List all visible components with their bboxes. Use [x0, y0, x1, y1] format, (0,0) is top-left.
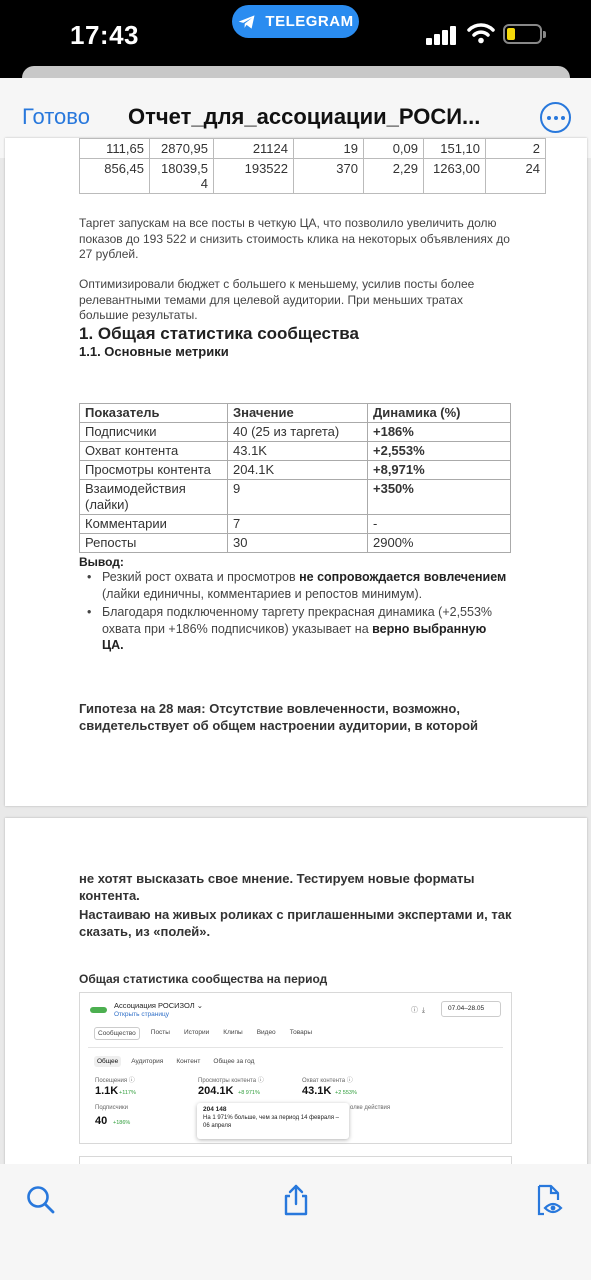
hypothesis-live-videos: Настаиваю на живых роликах с приглашенными экспертами и, так сказать, из «полей». — [79, 907, 512, 939]
table-cell: +186% — [368, 423, 511, 442]
hypothesis-text: Гипотеза на 28 мая: Отсутствие вовлеченности, возможно, свидетельствует об общем настроении аудитории, в которой — [79, 701, 479, 733]
subsection-heading: 1.1. Основные метрики — [79, 344, 229, 359]
table-cell: 43.1K — [228, 442, 368, 461]
table-cell: 204.1K — [228, 461, 368, 480]
community-stats-screenshot — [79, 992, 512, 1144]
community-name: Ассоциация РОСИЗОЛ ⌄ — [114, 1001, 204, 1010]
metric-label: Подписчики — [95, 1105, 129, 1111]
bullet-bold-text: не сопровождается вовлечением — [299, 570, 507, 584]
table-cell: 2 — [486, 139, 546, 159]
column-header: Значение — [228, 404, 368, 423]
battery-icon — [503, 24, 542, 44]
document-preview-icon[interactable] — [534, 1184, 564, 1216]
stats-caption: Общая статистика сообщества на период — [79, 972, 328, 986]
table-cell: Подписчики — [80, 423, 228, 442]
stats-tabs — [94, 1027, 315, 1040]
metric-label: Посещения ⓘ — [95, 1078, 135, 1084]
table-cell: 19 — [294, 139, 364, 159]
metrics-table — [79, 403, 511, 553]
table-header-row — [80, 404, 511, 423]
telegram-pill-label: TELEGRAM — [265, 13, 354, 30]
tab-stories: Истории — [183, 1029, 210, 1036]
status-time: 17:43 — [70, 20, 139, 50]
paragraph-targeting: Таргет запускам на все посты в четкую ЦА, что позволило увеличить долю показов до 193 522 и снизить стоимость клика на некоторых объявлениях до 27 рублей. — [79, 216, 510, 261]
metric-value: 40 — [95, 1115, 108, 1127]
table-cell: 111,65 — [80, 139, 150, 159]
stats-subtabs — [94, 1056, 257, 1067]
table-cell: 7 — [228, 515, 368, 534]
telegram-return-pill[interactable] — [232, 5, 359, 38]
subtab-audience: Аудитория — [131, 1058, 164, 1065]
metric-value: 204.1K — [198, 1085, 234, 1097]
table-row — [80, 423, 511, 442]
subtab-general: Общее — [94, 1056, 121, 1067]
share-icon[interactable] — [281, 1184, 311, 1216]
metric-change: +8 971% — [238, 1090, 260, 1096]
telegram-icon — [237, 12, 257, 32]
table-cell: - — [368, 515, 511, 534]
tooltip-value: 204 148 — [203, 1106, 227, 1113]
document-page-1 — [5, 138, 587, 806]
done-button[interactable]: Готово — [22, 104, 90, 129]
wifi-icon — [468, 22, 494, 44]
bottom-toolbar — [0, 1164, 591, 1280]
table-cell: 1263,00 — [424, 159, 486, 194]
metric-value: 1.1K — [95, 1085, 119, 1097]
table-row — [80, 534, 511, 553]
community-logo — [90, 1007, 107, 1013]
table-cell: Охват контента — [80, 442, 228, 461]
table-cell: 18039,5 4 — [150, 159, 214, 194]
metric-change: +117% — [119, 1090, 136, 1096]
table-row — [80, 159, 546, 194]
table-row — [80, 442, 511, 461]
table-cell: 856,45 — [80, 159, 150, 194]
tab-goods: Товары — [289, 1029, 313, 1036]
metric-change: +186% — [113, 1120, 131, 1126]
tab-community: Сообщество — [94, 1027, 140, 1040]
table-cell: 193522 — [214, 159, 294, 194]
table-cell: 151,10 — [424, 139, 486, 159]
table-cell: 24 — [486, 159, 546, 194]
table-cell: +2,553% — [368, 442, 511, 461]
column-header: Показатель — [80, 404, 228, 423]
bullet-text: Благодаря подключенному таргету прекрасная динамика (+2,553% охвата при +186% подписчиков) указывает на — [102, 605, 493, 636]
tooltip-text: На 1 971% больше, чем за период 14 февраля – 06 апреля — [203, 1115, 339, 1129]
metric-label: Охват контента ⓘ — [302, 1078, 353, 1084]
table-cell: 30 — [228, 534, 368, 553]
table-cell: 2,29 — [364, 159, 424, 194]
column-header: Динамика (%) — [368, 404, 511, 423]
list-item — [87, 604, 507, 654]
tab-posts: Посты — [150, 1029, 170, 1036]
tab-video: Видео — [256, 1029, 276, 1036]
section-heading: 1. Общая статистика сообщества — [79, 324, 359, 343]
table-cell: +8,971% — [368, 461, 511, 480]
more-options-icon[interactable] — [540, 102, 571, 133]
table-row — [80, 480, 511, 515]
table-row — [80, 139, 546, 159]
document-viewer — [0, 78, 591, 1280]
subtab-year: Общее за год — [213, 1058, 255, 1065]
table-cell: Просмотры контента — [80, 461, 228, 480]
conclusion-list — [87, 569, 507, 656]
divider — [88, 1047, 503, 1048]
table-cell: 2900% — [368, 534, 511, 553]
tab-clips: Клипы — [223, 1029, 243, 1036]
table-cell: 40 (25 из таргета) — [228, 423, 368, 442]
hypothesis-continuation: не хотят высказать свое мнение. Тестируем новые форматы контента. — [79, 871, 475, 903]
table-row — [80, 461, 511, 480]
ads-results-table — [79, 138, 546, 194]
metric-change: +2 553% — [335, 1090, 357, 1096]
bullet-text: Резкий рост охвата и просмотров — [102, 570, 300, 584]
bullet-bold-text: верно выбранную ЦА. — [102, 621, 487, 652]
list-item — [87, 569, 507, 602]
cellular-signal-icon — [426, 25, 458, 45]
metric-label: олке действия — [350, 1105, 391, 1111]
status-bar — [0, 0, 591, 66]
paragraph-budget: Оптимизировали бюджет с большего к меньшему, усилив посты более релевантными темами для целевой аудитории. При меньших тратах большие результаты. — [79, 277, 475, 322]
table-cell: Комментарии — [80, 515, 228, 534]
conclusion-label: Вывод: — [79, 555, 124, 569]
table-cell: 2870,95 — [150, 139, 214, 159]
document-title: Отчет_для_ассоциации_РОСИ... — [128, 104, 481, 129]
table-cell: 0,09 — [364, 139, 424, 159]
search-icon[interactable] — [26, 1184, 56, 1216]
bullet-text: (лайки единичны, комментариев и репостов минимум). — [102, 586, 423, 601]
subtab-content: Контент — [176, 1058, 201, 1065]
metric-label: Просмотры контента ⓘ — [198, 1078, 264, 1084]
open-page-link: Открыть страницу — [114, 1011, 169, 1018]
help-download-icons: ⓘ ⤓ — [411, 1007, 425, 1014]
table-cell: +350% — [368, 480, 511, 515]
metric-value: 43.1K — [302, 1085, 332, 1097]
table-cell: 370 — [294, 159, 364, 194]
table-row — [80, 515, 511, 534]
table-cell: Взаимодействия (лайки) — [80, 480, 228, 515]
table-cell: 9 — [228, 480, 368, 515]
document-scroll-area[interactable] — [0, 141, 591, 1164]
table-cell: Репосты — [80, 534, 228, 553]
date-range: 07.04–28.05 — [441, 1001, 501, 1017]
table-cell: 21124 — [214, 139, 294, 159]
metric-tooltip — [197, 1103, 349, 1139]
